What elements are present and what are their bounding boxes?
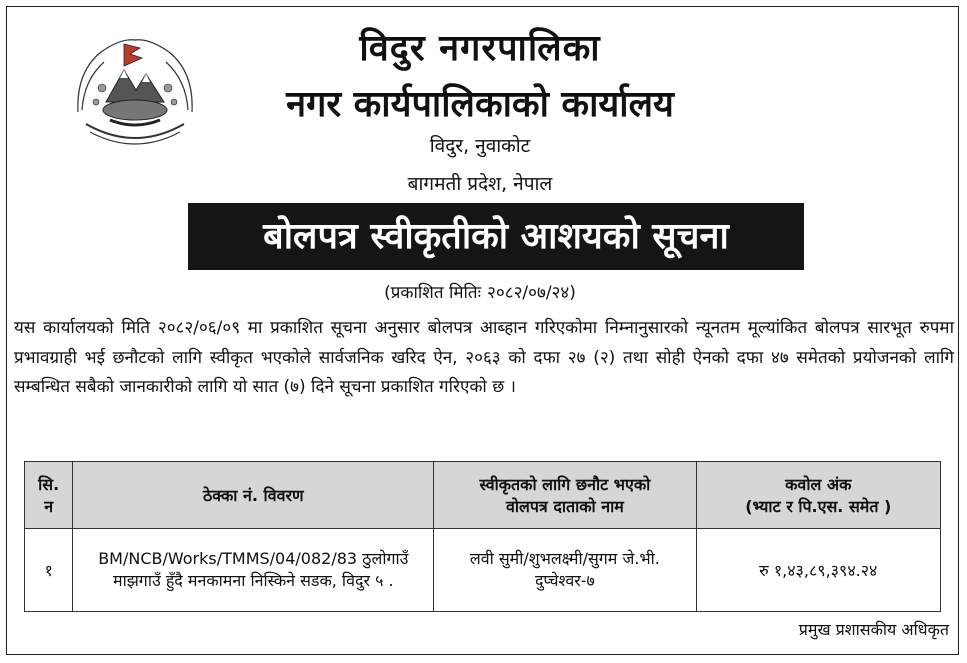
row-description-line2: माझगाउँ हुँदै मनकामना निस्किने सडक, विदुर ५ . — [113, 571, 394, 590]
row-serial: १ — [25, 529, 73, 612]
published-label: (प्रकाशित मितिः — [384, 283, 482, 303]
header-bidder-line2: वोलपत्र दाताको नाम — [505, 497, 624, 516]
province-country: बागमती प्रदेश, नेपाल — [407, 173, 553, 195]
notice-body: यस कार्यालयको मिति २०८२/०६/०९ मा प्रकाशित सूचना अनुसार बोलपत्र आब्हान गरिएकोमा निम्नानुसारको न्यूनतम मूल्यांकित बोलपत्र सारभूत रुपमा प्रभावग्राही भई छनौटको लागि स्वीकृत भएकोले सार्वजनिक खरिद ऐन, २०६३ को दफा २७ (२) तथा सोही ऐनको दफा ४७ समेतको प्रयोजनको लागि सम्बन्धित सबैको जानकारीको लागि यो सात (७) दिने सूचना प्रकाशित गरिएको छ । — [14, 318, 954, 397]
notice-title-banner: बोलपत्र स्वीकृतीको आशयको सूचना — [188, 203, 804, 270]
header-amount-line1: कवोल अंक — [785, 475, 852, 494]
table-row — [25, 529, 941, 612]
row-bidder-line1: लवी सुमी/शुभलक्ष्मी/सुगम जे.भी. — [469, 549, 660, 568]
row-bidder — [434, 529, 696, 612]
header-serial-line2: न — [44, 497, 54, 516]
row-bidder-line2: दुप्चेश्वर-७ — [534, 571, 595, 590]
published-date — [300, 280, 660, 303]
header-serial-line1: सि. — [38, 475, 60, 494]
office-location: विदुर, नुवाकोट — [429, 135, 531, 157]
bid-table — [24, 461, 941, 612]
header-serial — [25, 462, 73, 529]
header-bidder — [434, 462, 696, 529]
row-amount: रु १,४३,८९,३९४.२४ — [696, 529, 940, 612]
table-header-row — [25, 462, 941, 529]
header-bidder-line1: स्वीकृतको लागि छनौट भएको — [479, 475, 651, 494]
header-amount — [696, 462, 940, 529]
municipality-name: विदुर नगरपालिका — [359, 28, 601, 69]
published-date-value: २०८२/०७/२४) — [487, 283, 576, 303]
row-description — [73, 529, 434, 612]
row-description-line1: BM/NCB/Works/TMMS/04/082/83 ठुलोगाउँ — [98, 549, 409, 568]
office-name: नगर कार्यपालिकाको कार्यालय — [286, 84, 674, 125]
nepal-emblem-icon — [66, 32, 204, 150]
header-amount-line2: (भ्याट र पि.एस. समेत ) — [745, 497, 892, 516]
signoff-title: प्रमुख प्रशासकीय अधिकृत — [798, 620, 949, 639]
header-description: ठेक्का नं. विवरण — [73, 462, 434, 529]
